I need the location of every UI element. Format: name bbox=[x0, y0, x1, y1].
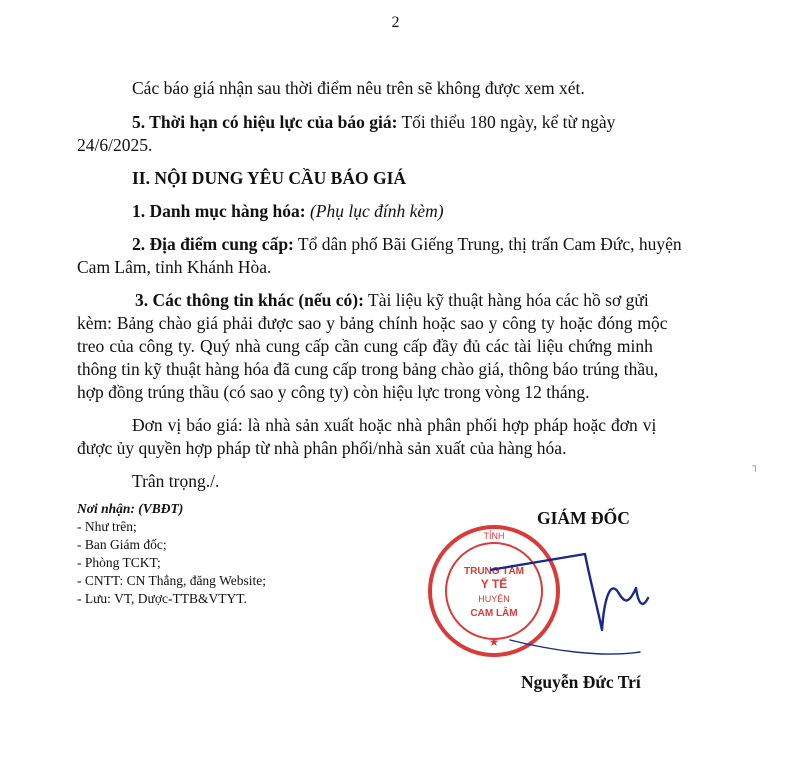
item-3-text: Tài liệu kỹ thuật hàng hóa các hồ sơ gửi bbox=[363, 290, 649, 310]
deadline-note: Các báo giá nhận sau thời điểm nêu trên sẽ không được xem xét. bbox=[132, 78, 585, 98]
item-1-text: (Phụ lục đính kèm) bbox=[309, 201, 444, 221]
recipient-item: - CNTT: CN Thắng, đăng Website; bbox=[77, 573, 266, 588]
unit-para-line-2: được ủy quyền hợp pháp từ nhà phân phối/nhà sản xuất của hàng hóa. bbox=[77, 438, 567, 458]
item-3-line-5: hợp đồng trúng thầu (có sao y công ty) còn hiệu lực trong vòng 12 tháng. bbox=[77, 382, 590, 402]
item-1-label: 1. Danh mục hàng hóa: bbox=[132, 201, 306, 221]
validity-line-1 bbox=[132, 111, 615, 134]
item-2-text: Tổ dân phố Bãi Giếng Trung, thị trấn Cam Đức, huyện bbox=[293, 234, 682, 254]
stamp-line-1: TRUNG TÂM bbox=[464, 566, 524, 577]
recipient-item: - Như trên; bbox=[77, 519, 137, 534]
item-3-label: 3. Các thông tin khác (nếu có): bbox=[135, 290, 364, 310]
recipients-heading: Nơi nhận: (VBĐT) bbox=[77, 501, 184, 516]
stamp-ring-text: TỈNH bbox=[483, 531, 505, 541]
closing: Trân trọng./. bbox=[132, 471, 220, 491]
item-2-label: 2. Địa điểm cung cấp: bbox=[132, 234, 294, 254]
item-2-line-2: Cam Lâm, tỉnh Khánh Hòa. bbox=[77, 257, 272, 277]
director-name: Nguyễn Đức Trí bbox=[521, 672, 641, 692]
item-3-line-4: thông tin kỹ thuật hàng hóa đã cung cấp trong bảng chào giá, thông báo trúng thầu, bbox=[77, 359, 659, 379]
item-3-line-1 bbox=[135, 289, 649, 312]
section-2-title: II. NỘI DUNG YÊU CẦU BÁO GIÁ bbox=[132, 168, 407, 188]
page-number: 2 bbox=[391, 14, 400, 31]
recipients-block bbox=[77, 500, 266, 608]
recipient-item: - Lưu: VT, Dược-TTB&VTYT. bbox=[77, 591, 247, 606]
item-3-line-2: kèm: Bảng chào giá phải được sao y bảng chính hoặc sao y công ty hoặc đóng mộc bbox=[77, 313, 668, 333]
corner-mark: ┐ bbox=[752, 461, 760, 472]
validity-text: Tối thiểu 180 ngày, kể từ ngày bbox=[397, 112, 616, 132]
stamp-line-3: HUYỆN bbox=[478, 594, 510, 604]
item-2-line-1 bbox=[132, 233, 682, 256]
director-signature bbox=[490, 540, 650, 660]
stamp-line-2: Y TẾ bbox=[480, 577, 508, 591]
item-3-line-3: treo của công ty. Quý nhà cung cấp cần cung cấp đầy đủ các tài liệu chứng minh bbox=[77, 336, 653, 356]
validity-line-2: 24/6/2025. bbox=[77, 135, 153, 155]
recipient-item: - Ban Giám đốc; bbox=[77, 537, 167, 552]
item-1 bbox=[132, 200, 444, 223]
svg-text:★: ★ bbox=[488, 635, 500, 649]
recipient-item: - Phòng TCKT; bbox=[77, 555, 161, 570]
unit-para-line-1: Đơn vị báo giá: là nhà sản xuất hoặc nhà phân phối hợp pháp hoặc đơn vị bbox=[132, 415, 657, 435]
validity-label: 5. Thời hạn có hiệu lực của báo giá: bbox=[132, 112, 398, 132]
stamp-line-4: CAM LÂM bbox=[470, 608, 518, 619]
director-title: GIÁM ĐỐC bbox=[537, 508, 630, 528]
